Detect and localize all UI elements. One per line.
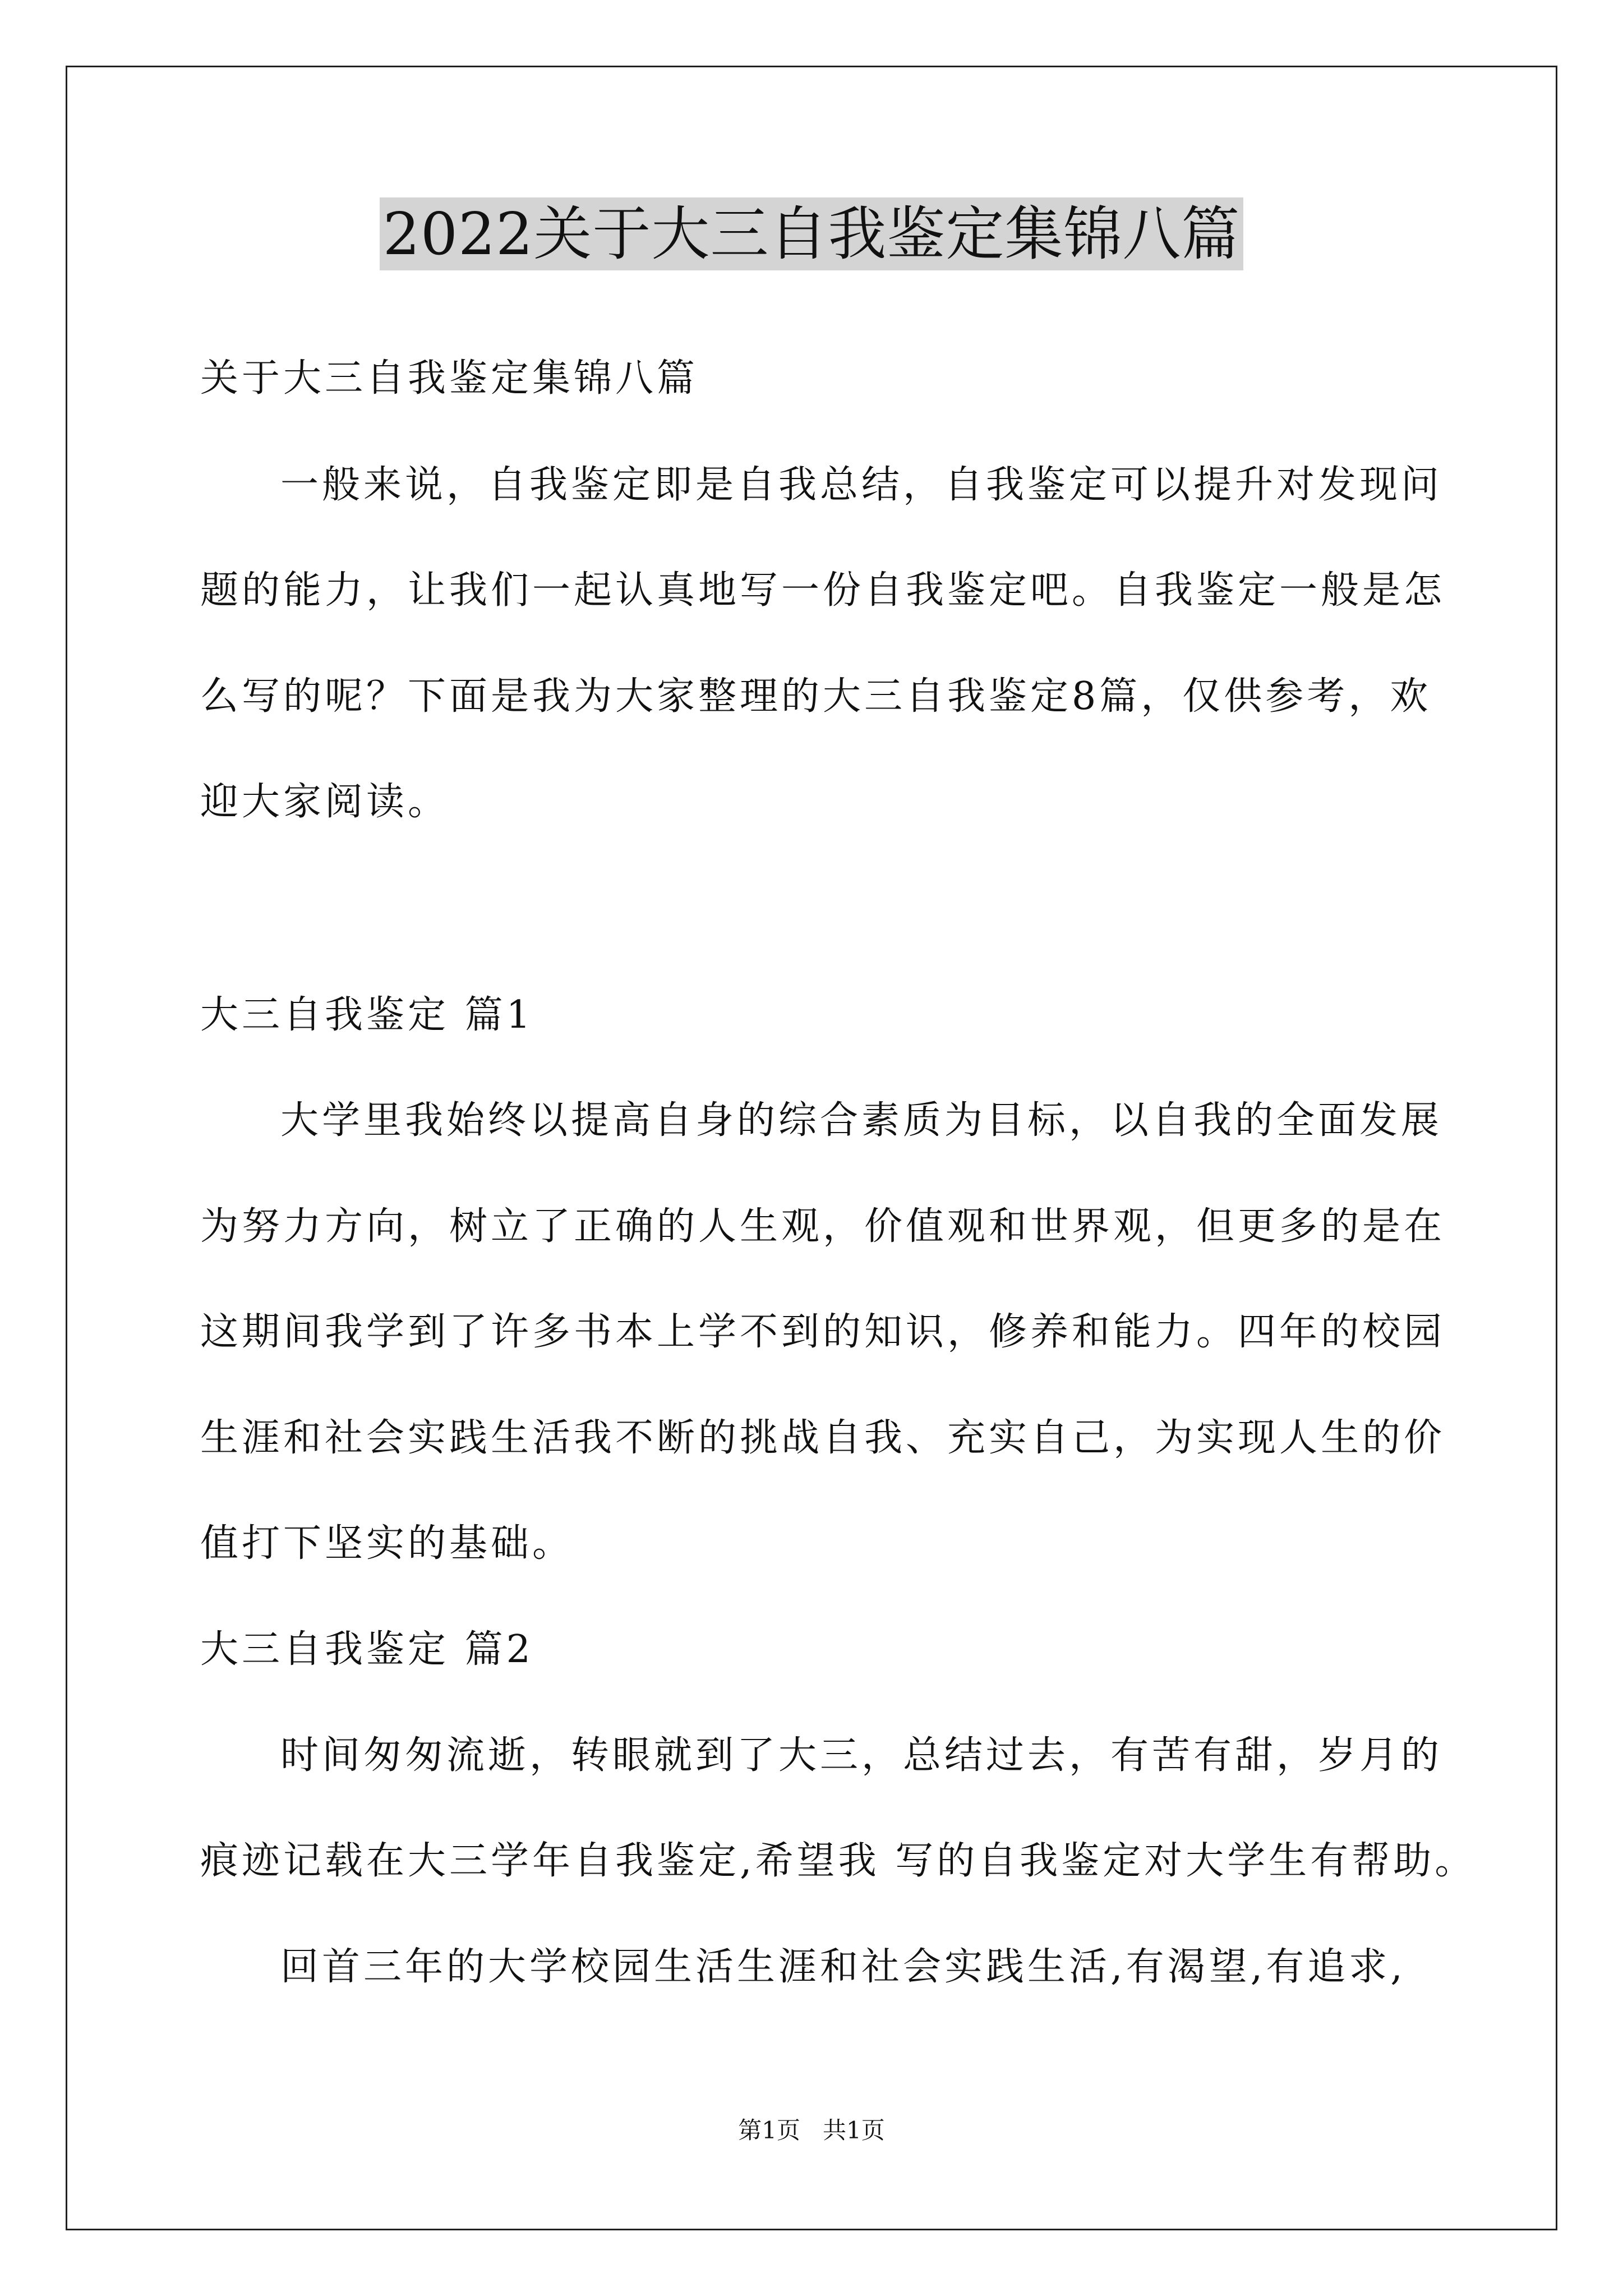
title-container	[0, 197, 1623, 270]
section-2-heading: 大三自我鉴定 篇2	[200, 1627, 534, 1672]
section-2-line-2: 痕迹记载在大三学年自我鉴定,希望我 写的自我鉴定对大学生有帮助。	[200, 1839, 1477, 1883]
section-1-line-3: 这期间我学到了许多书本上学不到的知识，修养和能力。四年的校园	[200, 1310, 1446, 1354]
section-1-line-2: 为努力方向，树立了正确的人生观，价值观和世界观，但更多的是在	[200, 1204, 1446, 1249]
document-subtitle: 关于大三自我鉴定集锦八篇	[200, 356, 699, 401]
section-1-line-5: 值打下坚实的基础。	[200, 1521, 574, 1566]
section-1-line-4: 生涯和社会实践生活我不断的挑战自我、充实自己，为实现人生的价	[200, 1416, 1446, 1460]
page-footer: 第1页 共1页	[738, 2116, 885, 2144]
intro-line-2: 题的能力，让我们一起认真地写一份自我鉴定吧。自我鉴定一般是怎	[200, 568, 1446, 613]
section-1-line-1: 大学里我始终以提高自身的综合素质为目标，以自我的全面发展	[280, 1098, 1443, 1143]
document-title: 2022关于大三自我鉴定集锦八篇	[380, 197, 1244, 270]
intro-line-3: 么写的呢？下面是我为大家整理的大三自我鉴定8篇，仅供参考，欢	[200, 674, 1432, 719]
section-1-heading: 大三自我鉴定 篇1	[200, 993, 534, 1037]
section-2-line-3: 回首三年的大学校园生活生涯和社会实践生活,有渴望,有追求,	[280, 1945, 1406, 1989]
section-2-line-1: 时间匆匆流逝，转眼就到了大三，总结过去，有苦有甜，岁月的	[280, 1733, 1443, 1778]
intro-line-1: 一般来说，自我鉴定即是自我总结，自我鉴定可以提升对发现问	[280, 463, 1443, 507]
intro-line-4: 迎大家阅读。	[200, 780, 450, 824]
